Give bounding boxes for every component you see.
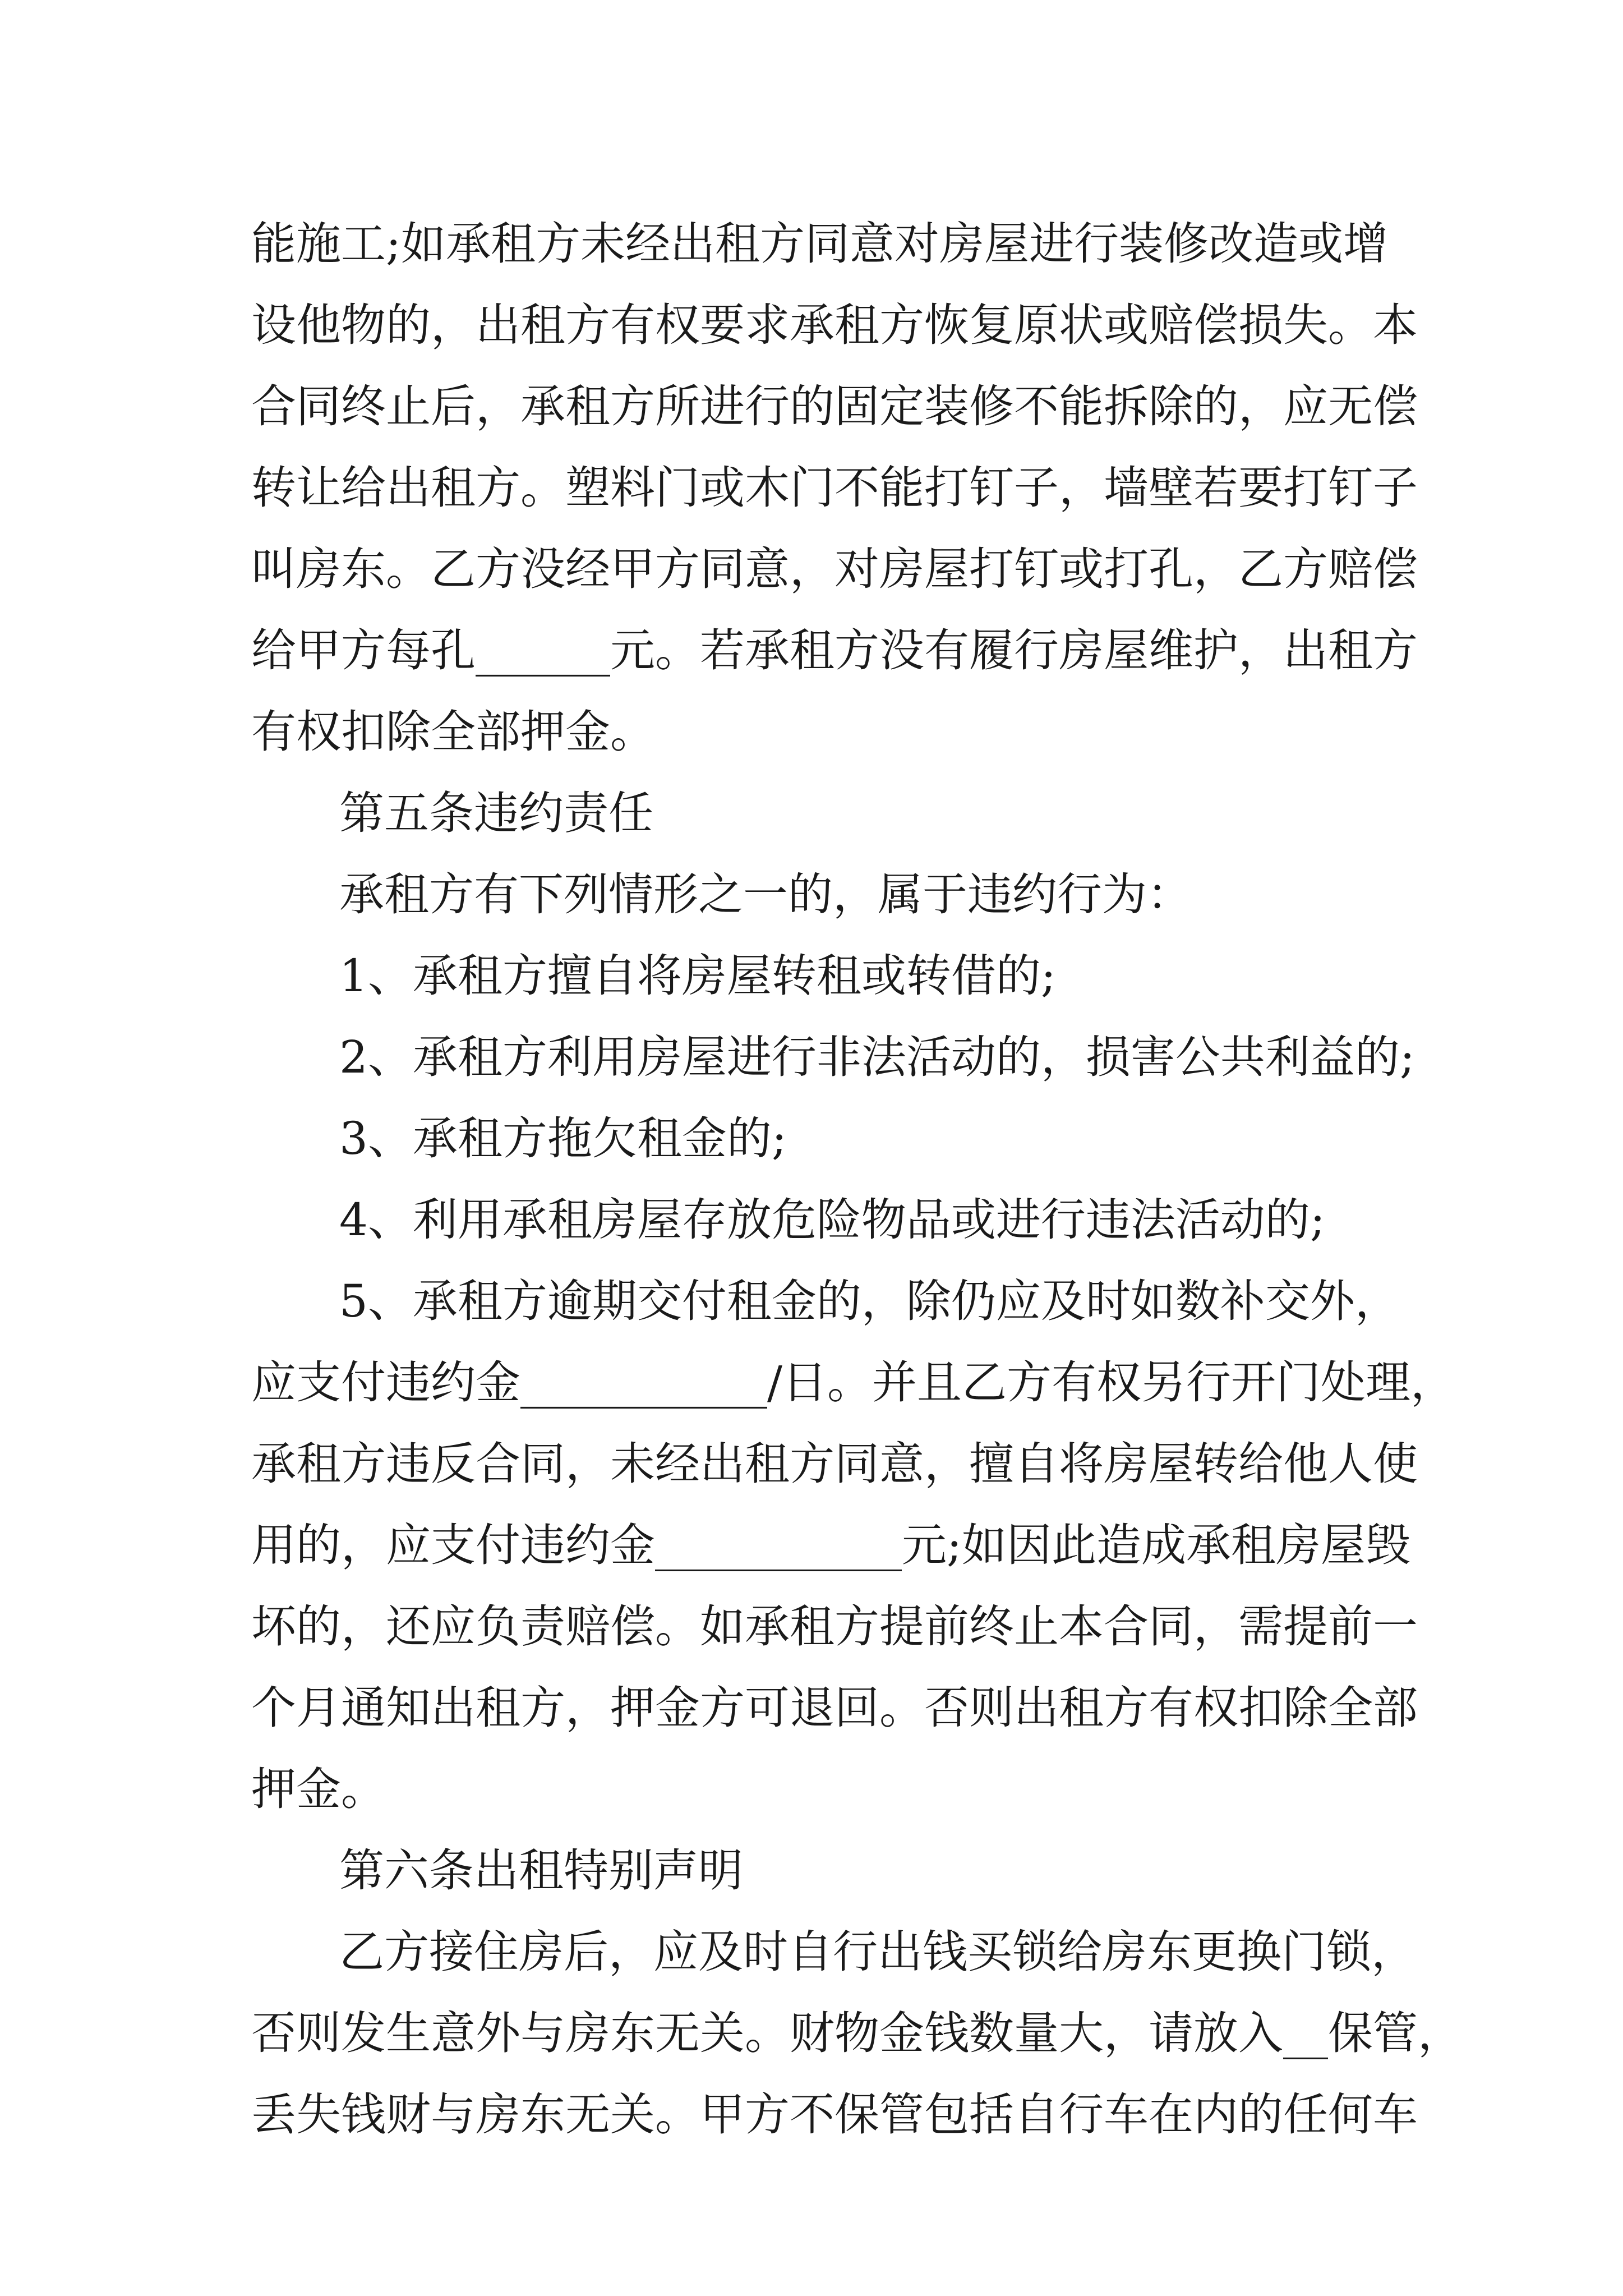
text-line: 用的，应支付违约金___________元;如因此造成承租房屋毁 bbox=[251, 1519, 1410, 1571]
text-line: 个月通知出租方，押金方可退回。否则出租方有权扣除全部 bbox=[251, 1682, 1418, 1734]
text-line: 给甲方每孔______元。若承租方没有履行房屋维护，出租方 bbox=[251, 624, 1418, 677]
text-line: 乙方接住房后，应及时自行出钱买锁给房东更换门锁， bbox=[339, 1926, 1416, 1978]
text-line: 坏的，还应负责赔偿。如承租方提前终止本合同，需提前一 bbox=[251, 1600, 1418, 1653]
text-line: 设他物的，出租方有权要求承租方恢复原状或赔偿损失。本 bbox=[251, 299, 1418, 351]
text-line: 叫房东。乙方没经甲方同意，对房屋打钉或打孔，乙方赔偿 bbox=[251, 543, 1418, 595]
text-line: 转让给出租方。塑料门或木门不能打钉子，墙壁若要打钉子 bbox=[251, 462, 1418, 514]
text-line: 合同终止后，承租方所进行的固定装修不能拆除的，应无偿 bbox=[251, 380, 1418, 432]
list-item: 4、利用承租房屋存放危险物品或进行违法活动的; bbox=[339, 1194, 1325, 1246]
text-line: 押金。 bbox=[251, 1763, 386, 1815]
text-line: 丢失钱财与房东无关。甲方不保管包括自行车在内的任何车 bbox=[251, 2088, 1418, 2141]
list-item: 1、承租方擅自将房屋转租或转借的; bbox=[339, 950, 1056, 1002]
section-heading: 第五条违约责任 bbox=[339, 787, 653, 839]
text-line: 承租方违反合同，未经出租方同意，擅自将房屋转给他人使 bbox=[251, 1438, 1418, 1490]
text-line: 承租方有下列情形之一的，属于违约行为： bbox=[339, 868, 1192, 921]
section-heading: 第六条出租特别声明 bbox=[339, 1844, 743, 1897]
text-line: 有权扣除全部押金。 bbox=[251, 706, 655, 758]
text-line: 能施工;如承租方未经出租方同意对房屋进行装修改造或增 bbox=[251, 218, 1388, 270]
text-line: 应支付违约金___________/日。并且乙方有权另行开门处理， bbox=[251, 1356, 1455, 1409]
list-item: 2、承租方利用房屋进行非法活动的，损害公共利益的; bbox=[339, 1031, 1415, 1083]
text-line: 否则发生意外与房东无关。财物金钱数量大，请放入__保管， bbox=[251, 2007, 1463, 2059]
list-item: 3、承租方拖欠租金的; bbox=[339, 1112, 787, 1165]
list-item: 5、承租方逾期交付租金的，除仍应及时如数补交外， bbox=[339, 1275, 1400, 1327]
